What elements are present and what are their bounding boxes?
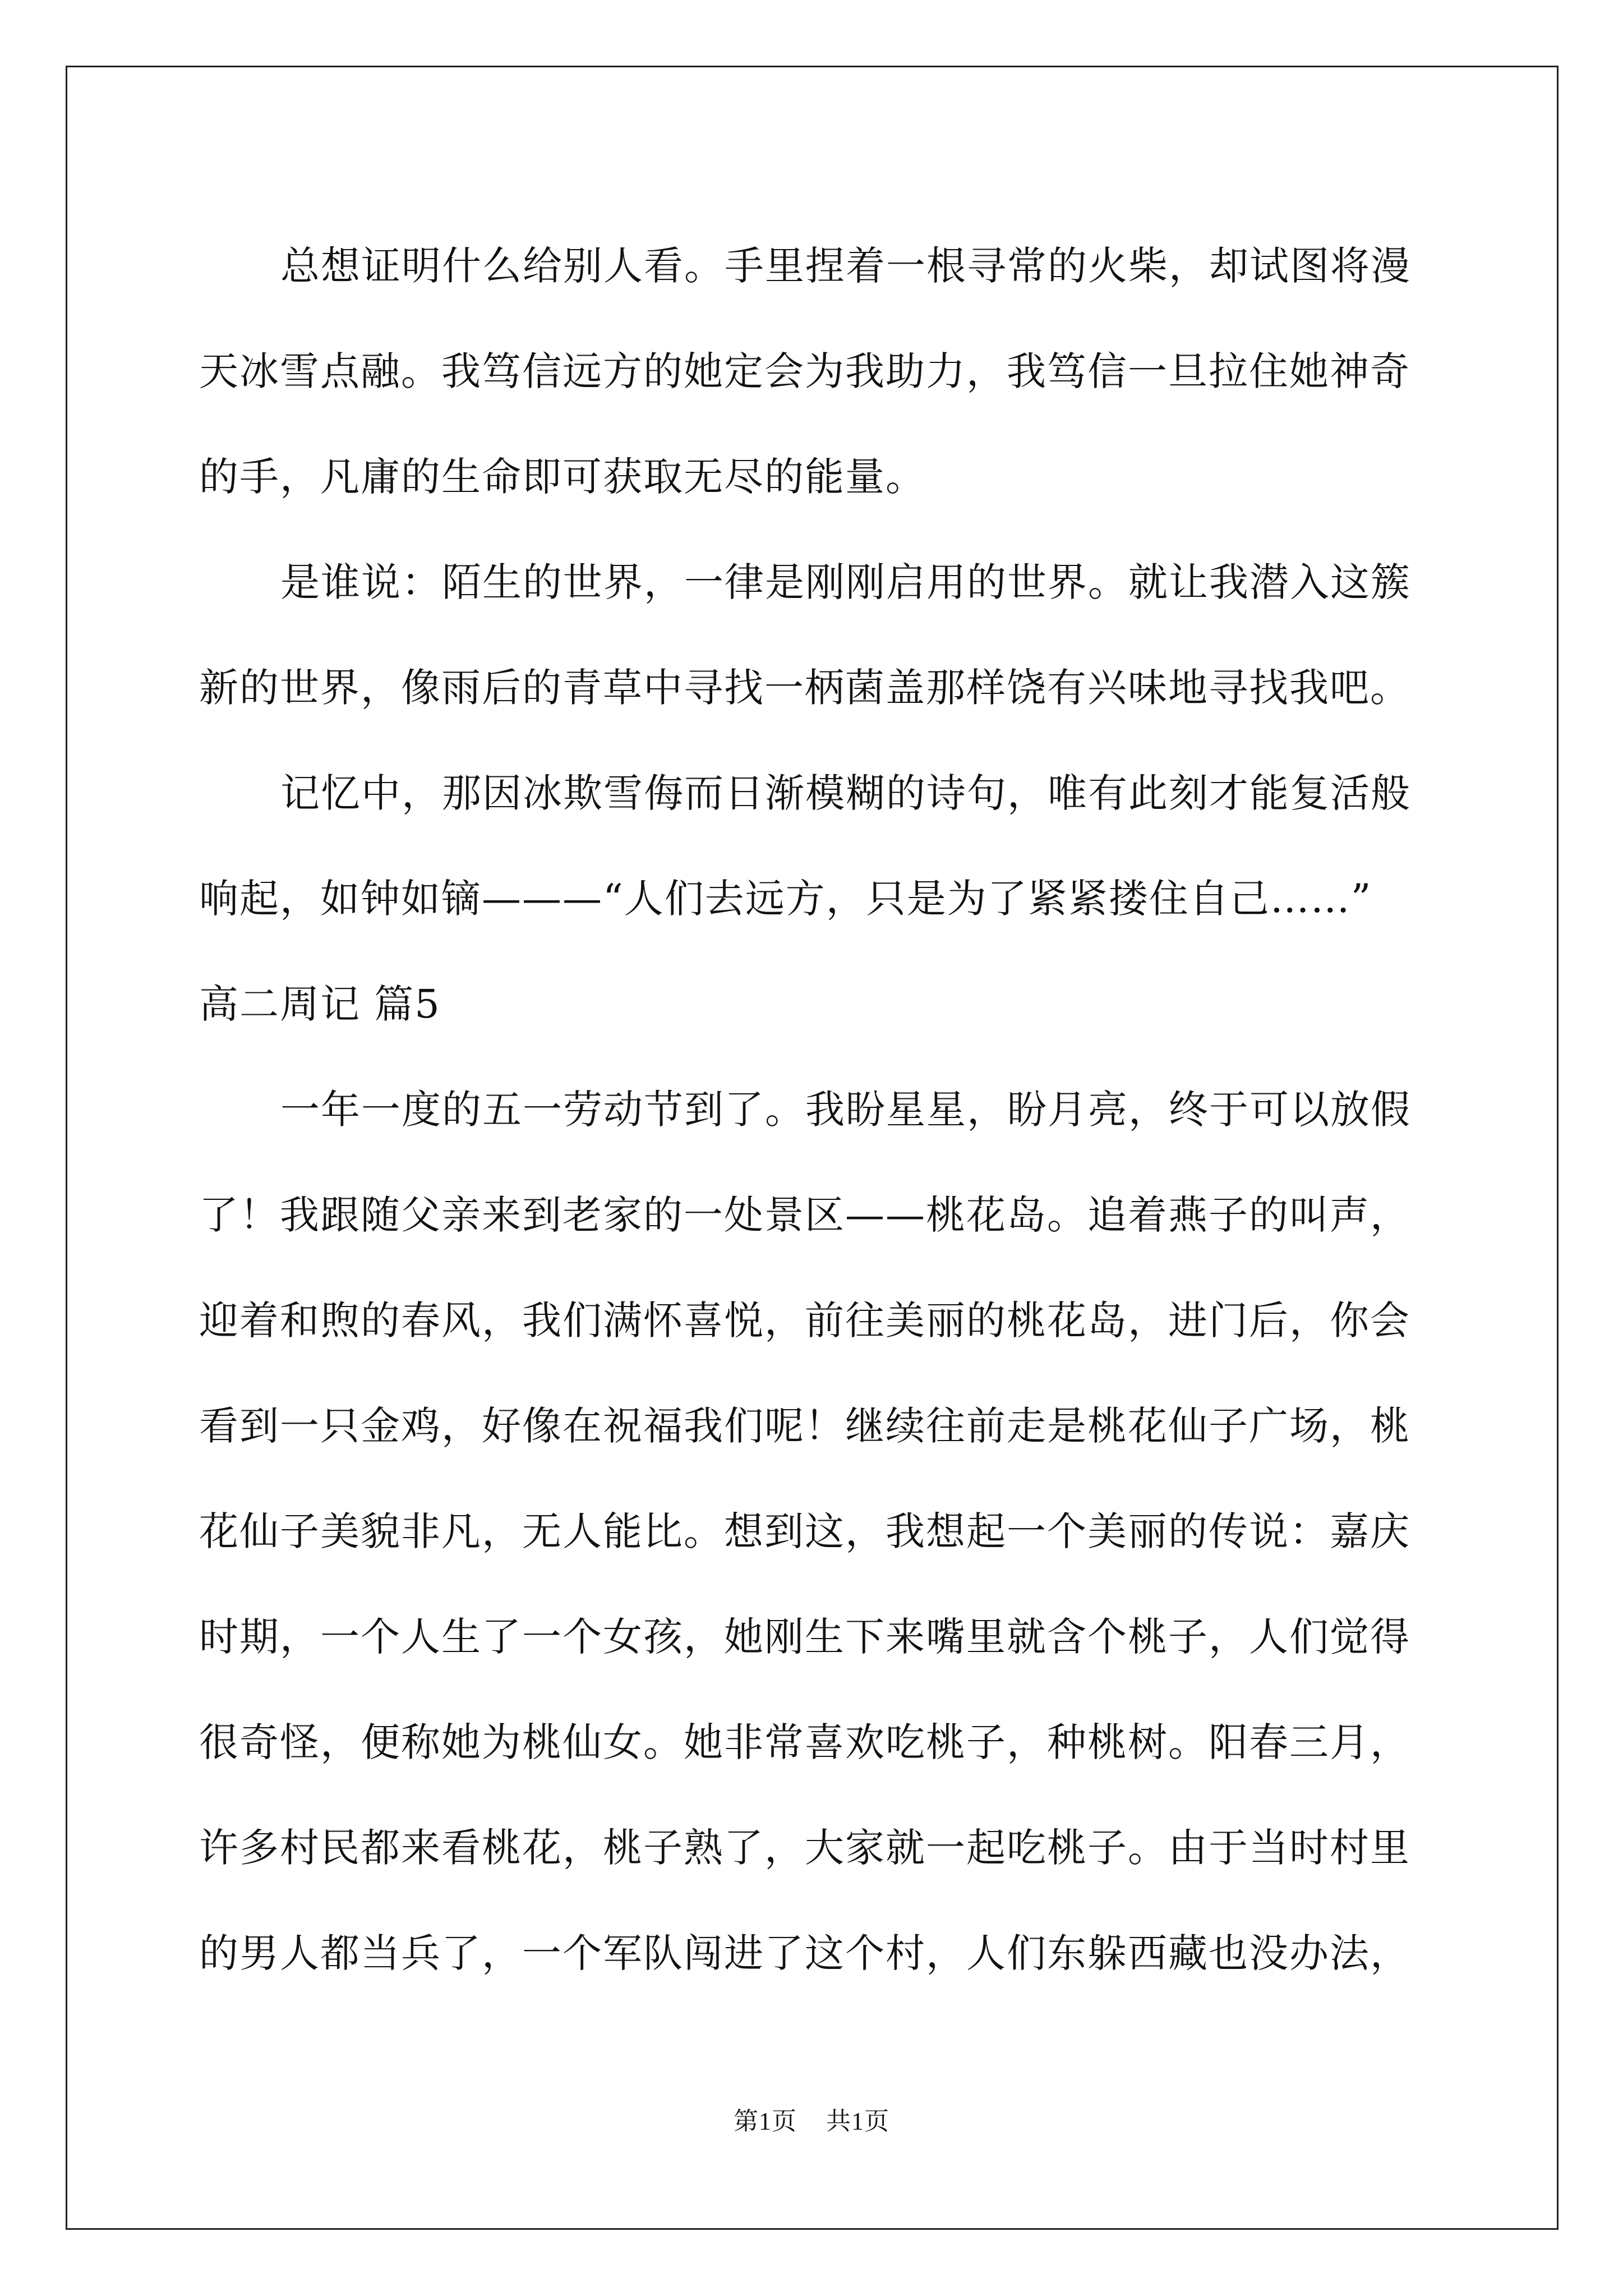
paragraph-1-line-2: 天冰雪点融。我笃信远方的她定会为我助力，我笃信一旦拉住她神奇 — [199, 348, 1410, 394]
paragraph-2-line-2: 新的世界，像雨后的青草中寻找一柄菌盖那样饶有兴味地寻找我吧。 — [199, 665, 1410, 711]
paragraph-1-line-1: 总想证明什么给别人看。手里捏着一根寻常的火柴，却试图将漫 — [280, 243, 1411, 289]
section-heading: 高二周记 篇5 — [199, 981, 441, 1027]
paragraph-3-line-2: 响起，如钟如镝———“人们去远方，只是为了紧紧搂住自己……” — [199, 876, 1372, 922]
paragraph-4-line-6: 时期，一个人生了一个女孩，她刚生下来嘴里就含个桃子，人们觉得 — [199, 1614, 1410, 1660]
paragraph-4-line-4: 看到一只金鸡，好像在祝福我们呢！继续往前走是桃花仙子广场，桃 — [199, 1403, 1410, 1449]
page-footer — [0, 2101, 1623, 2137]
paragraph-4-line-3: 迎着和煦的春风，我们满怀喜悦，前往美丽的桃花岛，进门后，你会 — [199, 1297, 1410, 1343]
paragraph-4-line-8: 许多村民都来看桃花，桃子熟了，大家就一起吃桃子。由于当时村里 — [199, 1825, 1410, 1871]
page-total: 共1页 — [826, 2108, 889, 2135]
paragraph-4-line-1: 一年一度的五一劳动节到了。我盼星星，盼月亮，终于可以放假 — [280, 1087, 1411, 1133]
paragraph-4-line-9: 的男人都当兵了，一个军队闯进了这个村，人们东躲西藏也没办法， — [199, 1930, 1410, 1976]
document-body — [199, 213, 1433, 2006]
paragraph-4-line-7: 很奇怪，便称她为桃仙女。她非常喜欢吃桃子，种桃树。阳春三月， — [199, 1719, 1410, 1765]
paragraph-3-line-1: 记忆中，那因冰欺雪侮而日渐模糊的诗句，唯有此刻才能复活般 — [280, 770, 1411, 816]
paragraph-2-line-1: 是谁说：陌生的世界，一律是刚刚启用的世界。就让我潜入这簇 — [280, 559, 1411, 605]
paragraph-1-line-3: 的手，凡庸的生命即可获取无尽的能量。 — [199, 454, 926, 500]
paragraph-4-line-5: 花仙子美貌非凡，无人能比。想到这，我想起一个美丽的传说：嘉庆 — [199, 1508, 1410, 1554]
page-number: 第1页 — [734, 2108, 797, 2135]
paragraph-4-line-2: 了！我跟随父亲来到老家的一处景区——桃花岛。追着燕子的叫声， — [199, 1192, 1410, 1238]
